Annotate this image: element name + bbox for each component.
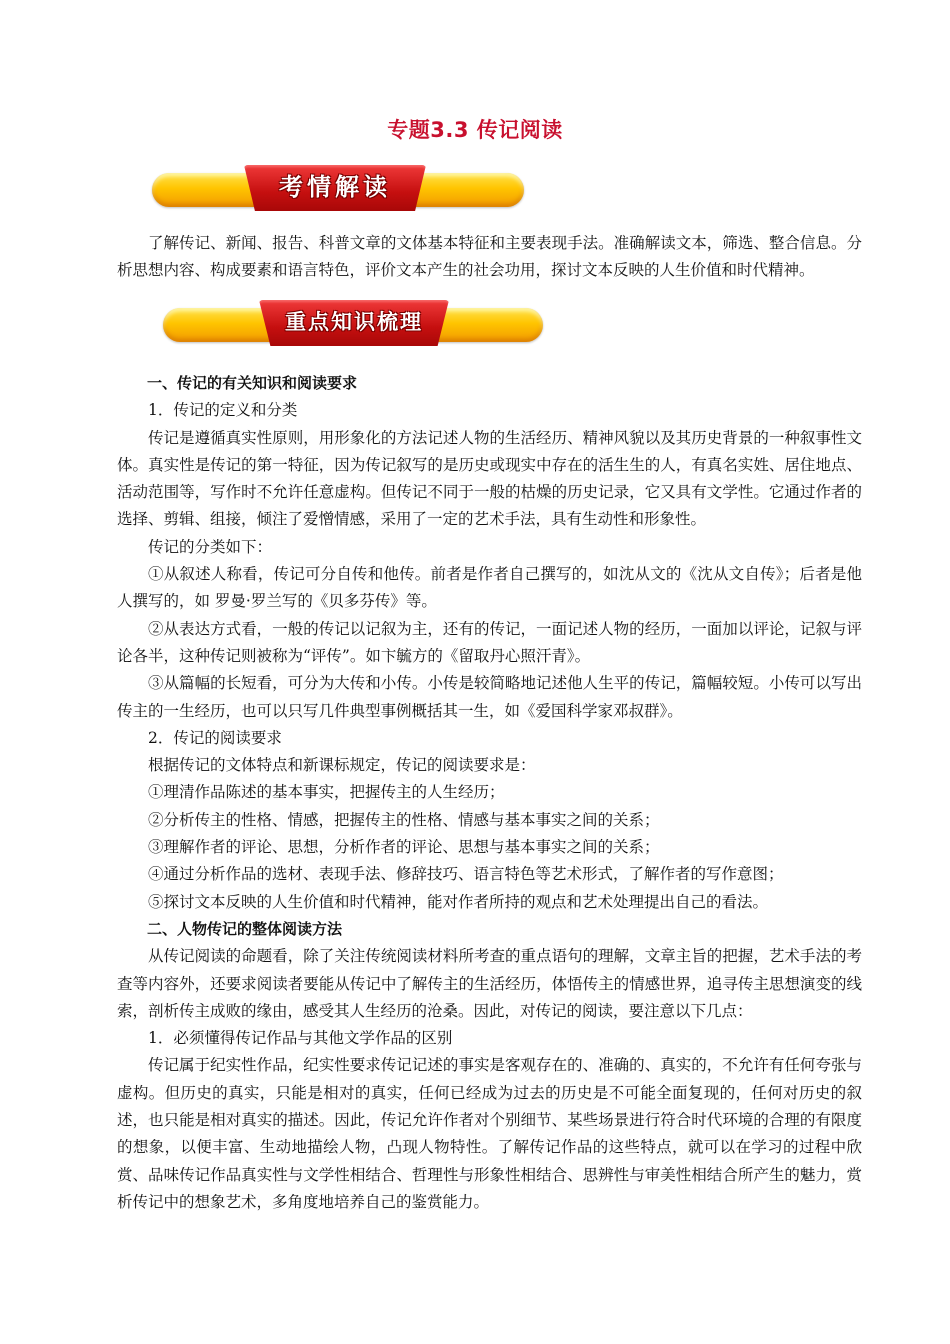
list-item: ②从表达方式看，一般的传记以记叙为主，还有的传记，一面记述人物的经历，一面加以评论，记叙与评论各半，这种传记则被称为“评传”。如卞毓方的《留取丹心照汗青》。 xyxy=(117,619,862,665)
list-item: ①从叙述人称看，传记可分自传和他传。前者是作者自己撰写的，如沈从文的《沈从文自传》；后者是他人撰写的，如 罗曼·罗兰写的《贝多芬传》等。 xyxy=(117,565,862,611)
intro-paragraph: 了解传记、新闻、报告、科普文章的文体基本特征和主要表现手法。准确解读文本，筛选、整合信息。分析思想内容、构成要素和语言特色，评价文本产生的社会功用，探讨文本反映的人生价值和时代精神。 xyxy=(117,234,862,280)
banner-label: 考情解读 xyxy=(279,173,391,201)
subsection-heading: 1．传记的定义和分类 xyxy=(148,401,298,420)
list-item: ⑤探讨文本反映的人生价值和时代精神，能对作者所持的观点和艺术处理提出自己的看法。 xyxy=(148,892,769,911)
section-heading: 一、传记的有关知识和阅读要求 xyxy=(147,374,358,392)
list-item: ①理清作品陈述的基本事实，把握传主的人生经历； xyxy=(148,783,505,802)
banner-exam-interpretation xyxy=(152,165,524,213)
body-text xyxy=(117,370,862,1216)
paragraph: 根据传记的文体特点和新课标规定，传记的阅读要求是： xyxy=(148,756,536,775)
page-title: 专题3.3 传记阅读 xyxy=(387,118,563,142)
subsection-heading: 1．必须懂得传记作品与其他文学作品的区别 xyxy=(148,1029,453,1048)
list-item: ③理解作者的评论、思想，分析作者的评论、思想与基本事实之间的关系； xyxy=(148,838,660,857)
banner-label: 重点知识梳理 xyxy=(285,310,423,334)
list-item: ③从篇幅的长短看，可分为大传和小传。小传是较简略地记述他人生平的传记，篇幅较短。小传可以写出传主的一生经历，也可以只写几件典型事例概括其一生，如《爱国科学家邓叔群》。 xyxy=(117,674,862,720)
intro-text xyxy=(117,230,862,285)
list-item: ②分析传主的性格、情感，把握传主的性格、情感与基本事实之间的关系； xyxy=(148,810,660,829)
paragraph: 传记属于纪实性作品，纪实性要求传记记述的事实是客观存在的、准确的、真实的，不允许有任何夸张与虚构。但历史的真实，只能是相对的真实，任何已经成为过去的历史是不可能全面复现的，任何对历史的叙述，也只能是相对真实的描述。因此，传记允许作者对个别细节、某些场景进行符合时代环境的合理的有限度的想象，以便丰富、生动地描绘人物，凸现人物特性。了解传记作品的这些特点，就可以在学习的过程中欣赏、品味传记作品真实性与文学性相结合、哲理性与形象性相结合、思辨性与审美性相结合所产生的魅力，赏析传记中的想象艺术，多角度地培养自己的鉴赏能力。 xyxy=(117,1056,862,1211)
subsection-heading: 2．传记的阅读要求 xyxy=(148,728,282,747)
banner-key-knowledge xyxy=(163,300,543,348)
paragraph: 从传记阅读的命题看，除了关注传统阅读材料所考查的重点语句的理解，文章主旨的把握，艺术手法的考查等内容外，还要求阅读者要能从传记中了解传主的生活经历，体悟传主的情感世界，追寻传主思想演变的线索，剖析传主成败的缘由，感受其人生经历的沧桑。因此，对传记的阅读，要注意以下几点： xyxy=(117,947,862,1020)
list-item: ④通过分析作品的选材、表现手法、修辞技巧、语言特色等艺术形式，了解作者的写作意图； xyxy=(148,865,784,884)
paragraph: 传记是遵循真实性原则，用形象化的方法记述人物的生活经历、精神风貌以及其历史背景的一种叙事性文体。真实性是传记的第一特征，因为传记叙写的是历史或现实中存在的活生生的人，有真名实姓、居住地点、活动范围等，写作时不允许任意虚构。但传记不同于一般的枯燥的历史记录，它又具有文学性。它通过作者的选择、剪辑、组接，倾注了爱憎情感，采用了一定的艺术手法，具有生动性和形象性。 xyxy=(117,428,862,529)
paragraph: 传记的分类如下： xyxy=(148,537,273,556)
section-heading: 二、人物传记的整体阅读方法 xyxy=(147,919,343,938)
